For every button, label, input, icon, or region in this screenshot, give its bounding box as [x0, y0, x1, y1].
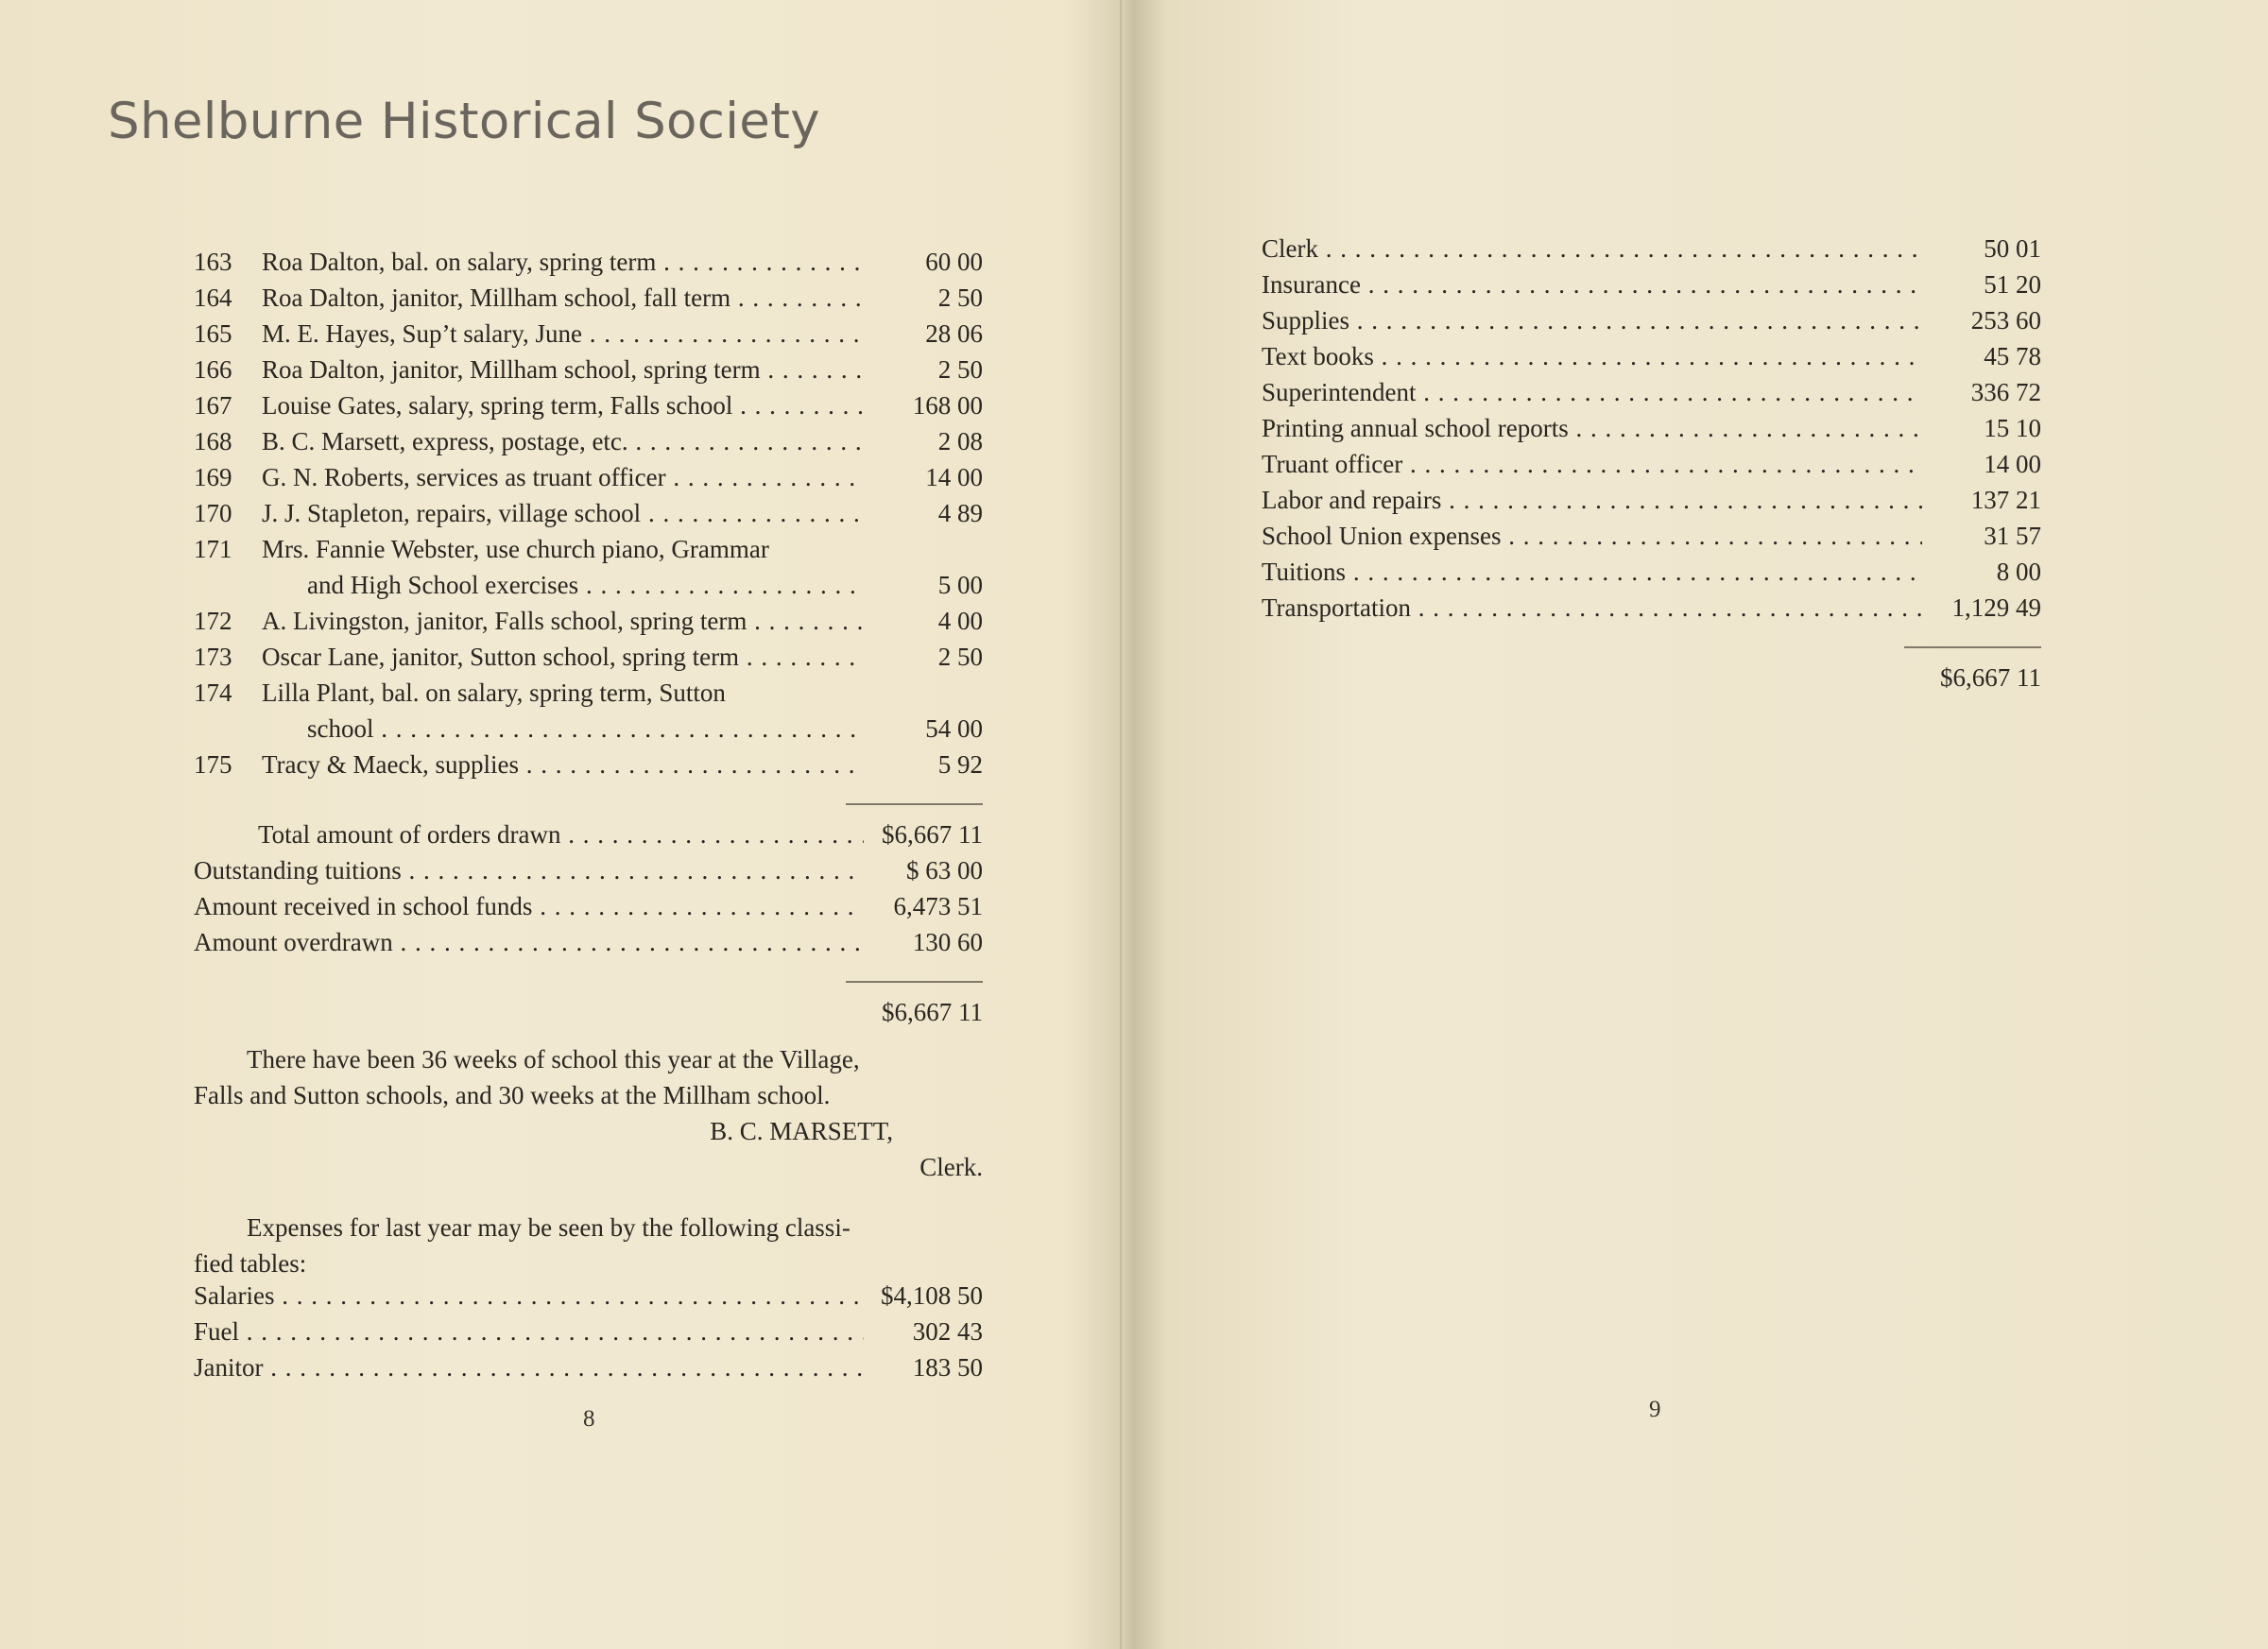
order-description: Lilla Plant, bal. on salary, spring term, Sutton: [262, 678, 726, 707]
expense-label: Clerk: [1262, 234, 1318, 263]
order-amount: 28 06: [925, 319, 983, 348]
order-row: [194, 355, 983, 391]
summary-amount: 130 60: [912, 928, 983, 956]
order-row: [194, 319, 983, 355]
order-row: [194, 283, 983, 319]
expense-row: [194, 1317, 983, 1353]
order-amount: 14 00: [925, 463, 983, 491]
expense-row: [1262, 522, 2041, 558]
order-number: 164: [194, 283, 232, 312]
order-row: [194, 248, 983, 283]
summary-row: [194, 820, 983, 856]
summary-list: [194, 820, 983, 964]
expense-amount: $4,108 50: [881, 1281, 983, 1310]
order-description: Louise Gates, salary, spring term, Falls school: [262, 391, 733, 420]
order-number: 174: [194, 678, 232, 707]
expense-amount: 51 20: [1984, 270, 2041, 299]
expenses-table-left: [194, 1281, 983, 1389]
summary-label: Amount received in school funds: [194, 892, 533, 920]
summary-row: [194, 892, 983, 928]
order-row: [194, 535, 983, 571]
order-row: [194, 750, 983, 786]
expense-row: [1262, 306, 2041, 342]
expense-label: Printing annual school reports: [1262, 414, 1569, 442]
expense-row: [194, 1353, 983, 1389]
order-amount: 4 00: [937, 607, 983, 635]
right-page: [1262, 234, 2041, 699]
expense-amount: 8 00: [1996, 558, 2041, 586]
order-amount: 2 50: [937, 355, 983, 384]
order-number: 173: [194, 643, 232, 671]
expense-amount: 50 01: [1984, 234, 2041, 263]
order-number: 175: [194, 750, 232, 779]
expense-row: [194, 1281, 983, 1317]
order-description: Roa Dalton, bal. on salary, spring term: [262, 248, 657, 276]
order-amount: 168 00: [912, 391, 983, 420]
expense-row: [1262, 378, 2041, 414]
expense-label: Janitor: [194, 1353, 264, 1382]
order-description-continued: school: [307, 714, 374, 743]
order-amount: 54 00: [925, 714, 983, 743]
expense-label: Text books: [1262, 342, 1374, 370]
expense-row: [1262, 593, 2041, 629]
order-description: B. C. Marsett, express, postage, etc.: [262, 427, 628, 455]
expense-amount: 14 00: [1984, 450, 2041, 478]
expense-label: Labor and repairs: [1262, 486, 1442, 514]
order-row: [194, 643, 983, 678]
expense-row: [1262, 234, 2041, 270]
total-rule: [1904, 646, 2041, 648]
summary-label: Total amount of orders drawn: [258, 820, 561, 849]
expense-label: Transportation: [1262, 593, 1412, 622]
order-description-continued: and High School exercises: [307, 571, 579, 599]
book-gutter: [1120, 0, 1122, 1649]
order-number: 169: [194, 463, 232, 491]
order-description: Roa Dalton, janitor, Millham school, fall term: [262, 283, 731, 312]
order-description: Tracy & Maeck, supplies: [262, 750, 519, 779]
watermark: Shelburne Historical Society: [108, 93, 820, 150]
order-row: [194, 427, 983, 463]
total-rule: [846, 981, 983, 983]
order-amount: 2 50: [937, 643, 983, 671]
weeks-note-line: There have been 36 weeks of school this year at the Village,: [247, 1045, 860, 1074]
expenses-intro-line: Expenses for last year may be seen by the following classi-: [247, 1213, 850, 1242]
order-number: 163: [194, 248, 232, 276]
order-amount: 2 08: [937, 427, 983, 455]
order-description: J. J. Stapleton, repairs, village school: [262, 499, 642, 527]
expense-row: [1262, 450, 2041, 486]
order-row: [194, 391, 983, 427]
expense-amount: 31 57: [1984, 522, 2041, 550]
expense-amount: 45 78: [1984, 342, 2041, 370]
order-number: 171: [194, 535, 232, 563]
order-row: [194, 678, 983, 714]
summary-total: $6,667 11: [882, 998, 983, 1026]
weeks-note-line: Falls and Sutton schools, and 30 weeks at the Millham school.: [194, 1081, 831, 1109]
expense-amount: 336 72: [1970, 378, 2041, 406]
expenses-total-row: [1262, 663, 2041, 699]
expense-label: Truant officer: [1262, 450, 1403, 478]
page-number-right: 9: [1649, 1397, 1661, 1422]
summary-row: [194, 928, 983, 964]
order-description: Roa Dalton, janitor, Millham school, spring term: [262, 355, 761, 384]
expense-row: [1262, 486, 2041, 522]
expenses-total: $6,667 11: [1940, 663, 2041, 692]
orders-list: [194, 248, 983, 786]
expense-amount: 253 60: [1970, 306, 2041, 335]
order-description: M. E. Hayes, Sup’t salary, June: [262, 319, 582, 348]
order-amount: 4 89: [937, 499, 983, 527]
expenses-table-right: [1262, 234, 2041, 629]
summary-amount: $6,667 11: [882, 820, 983, 849]
summary-amount: 6,473 51: [893, 892, 983, 920]
order-number: 167: [194, 391, 232, 420]
expense-amount: 137 21: [1970, 486, 2041, 514]
order-row: [194, 463, 983, 499]
order-description: G. N. Roberts, services as truant officer: [262, 463, 666, 491]
order-row: [194, 607, 983, 643]
order-amount: 5 92: [937, 750, 983, 779]
expense-row: [1262, 342, 2041, 378]
page-number-left: 8: [583, 1406, 595, 1432]
order-number: 172: [194, 607, 232, 635]
left-page: [194, 248, 983, 1389]
expense-label: Salaries: [194, 1281, 275, 1310]
order-number: 166: [194, 355, 232, 384]
expense-row: [1262, 414, 2041, 450]
order-amount: 2 50: [937, 283, 983, 312]
expense-amount: 15 10: [1984, 414, 2041, 442]
expense-row: [1262, 558, 2041, 593]
expense-label: Supplies: [1262, 306, 1350, 335]
expense-amount: 183 50: [912, 1353, 983, 1382]
order-row: [194, 499, 983, 535]
expense-row: [1262, 270, 2041, 306]
order-amount: 5 00: [937, 571, 983, 599]
order-number: 170: [194, 499, 232, 527]
summary-amount: $ 63 00: [906, 856, 983, 885]
summary-row: [194, 856, 983, 892]
summary-label: Outstanding tuitions: [194, 856, 402, 885]
order-row-continued: [194, 714, 983, 750]
order-number: 168: [194, 427, 232, 455]
order-description: Mrs. Fannie Webster, use church piano, Grammar: [262, 535, 769, 563]
expense-label: Insurance: [1262, 270, 1361, 299]
expenses-intro: [194, 1210, 983, 1281]
expense-amount: 302 43: [912, 1317, 983, 1346]
total-rule: [846, 803, 983, 805]
order-description: A. Livingston, janitor, Falls school, spring term: [262, 607, 747, 635]
summary-total-row: [194, 998, 983, 1034]
expense-label: Fuel: [194, 1317, 240, 1346]
expense-label: Superintendent: [1262, 378, 1417, 406]
order-description: Oscar Lane, janitor, Sutton school, spring term: [262, 643, 740, 671]
expense-label: Tuitions: [1262, 558, 1347, 586]
expense-amount: 1,129 49: [1951, 593, 2041, 622]
signature-title: Clerk.: [919, 1153, 983, 1181]
signature-name: B. C. MARSETT,: [710, 1117, 893, 1145]
weeks-note: [194, 1041, 983, 1113]
summary-label: Amount overdrawn: [194, 928, 393, 956]
expense-label: School Union expenses: [1262, 522, 1502, 550]
order-row-continued: [194, 571, 983, 607]
expenses-intro-line: fied tables:: [194, 1249, 307, 1278]
order-number: 165: [194, 319, 232, 348]
order-amount: 60 00: [925, 248, 983, 276]
